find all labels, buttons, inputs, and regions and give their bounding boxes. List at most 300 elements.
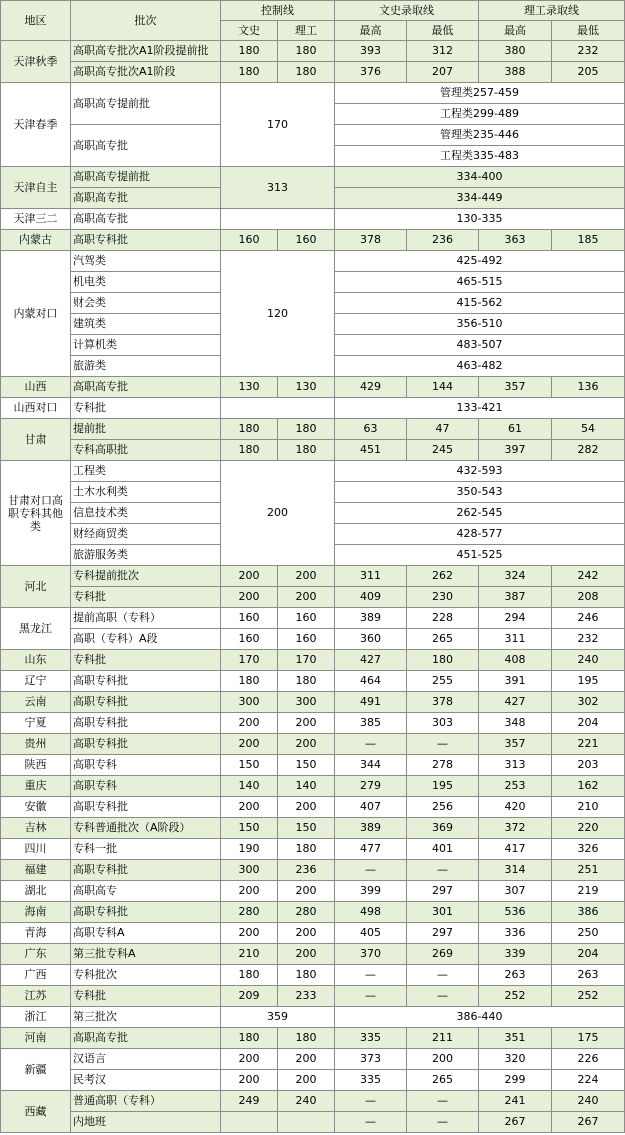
value-cell: 200: [278, 944, 335, 965]
value-cell: 200: [278, 923, 335, 944]
value-cell: 200: [221, 713, 278, 734]
value-cell: 370: [335, 944, 407, 965]
header-arts-line: 文史录取线: [335, 1, 479, 21]
value-cell: 220: [552, 818, 625, 839]
value-cell: 180: [221, 965, 278, 986]
value-cell: 326: [552, 839, 625, 860]
value-cell: 195: [552, 671, 625, 692]
value-cell: 339: [479, 944, 552, 965]
value-cell: 252: [479, 986, 552, 1007]
table-row: [1, 209, 625, 230]
value-cell: 180: [278, 839, 335, 860]
table-row: [1, 881, 625, 902]
batch-cell: 高职高专批: [71, 209, 221, 230]
batch-cell: 第三批次: [71, 1007, 221, 1028]
batch-cell: 高职高专批: [71, 125, 221, 167]
table-row: [1, 755, 625, 776]
value-cell: 387: [479, 587, 552, 608]
value-cell: 180: [221, 41, 278, 62]
region-cell: 浙江: [1, 1007, 71, 1028]
range-cell: 386-440: [335, 1007, 625, 1028]
batch-cell: 旅游类: [71, 356, 221, 377]
value-cell: 420: [479, 797, 552, 818]
value-cell: 307: [479, 881, 552, 902]
value-cell: 195: [407, 776, 479, 797]
batch-cell: 专科批: [71, 587, 221, 608]
table-row: [1, 923, 625, 944]
value-cell: 160: [221, 629, 278, 650]
value-cell: 314: [479, 860, 552, 881]
value-cell: 294: [479, 608, 552, 629]
value-cell: 144: [407, 377, 479, 398]
table-row: [1, 797, 625, 818]
batch-cell: 专科一批: [71, 839, 221, 860]
value-cell: 267: [479, 1112, 552, 1133]
value-cell: 221: [552, 734, 625, 755]
table-row: [1, 1049, 625, 1070]
region-cell: 山西对口: [1, 398, 71, 419]
value-cell: 150: [221, 818, 278, 839]
table-row: [1, 1007, 625, 1028]
table-row: [1, 860, 625, 881]
region-cell: 天津秋季: [1, 41, 71, 83]
range-cell: 130-335: [335, 209, 625, 230]
value-cell: 464: [335, 671, 407, 692]
value-cell: 429: [335, 377, 407, 398]
value-cell: 236: [278, 860, 335, 881]
value-cell: 200: [221, 587, 278, 608]
batch-cell: 专科高职批: [71, 440, 221, 461]
value-cell: 344: [335, 755, 407, 776]
value-cell: 417: [479, 839, 552, 860]
value-cell: 209: [221, 986, 278, 1007]
table-row: [1, 1091, 625, 1112]
value-cell: 180: [221, 62, 278, 83]
value-cell: 200: [278, 1070, 335, 1091]
value-cell: 241: [479, 1091, 552, 1112]
range-cell: 262-545: [335, 503, 625, 524]
batch-cell: 高职专科批: [71, 230, 221, 251]
value-cell: 351: [479, 1028, 552, 1049]
table-row: [1, 713, 625, 734]
region-cell: 云南: [1, 692, 71, 713]
table-row: [1, 818, 625, 839]
value-cell: 180: [221, 440, 278, 461]
value-cell: 226: [552, 1049, 625, 1070]
batch-cell: 专科批: [71, 650, 221, 671]
value-cell: 150: [278, 818, 335, 839]
value-cell: 200: [278, 1049, 335, 1070]
region-cell: 天津三二: [1, 209, 71, 230]
value-cell: 363: [479, 230, 552, 251]
table-row: [1, 734, 625, 755]
range-cell: 425-492: [335, 251, 625, 272]
value-cell: 372: [479, 818, 552, 839]
region-cell: 山西: [1, 377, 71, 398]
region-cell: 重庆: [1, 776, 71, 797]
value-cell: 200: [221, 1049, 278, 1070]
value-cell: 160: [278, 608, 335, 629]
batch-cell: 汽驾类: [71, 251, 221, 272]
value-cell: 389: [335, 608, 407, 629]
range-cell: 334-400: [335, 167, 625, 188]
value-cell: 405: [335, 923, 407, 944]
value-cell: 61: [479, 419, 552, 440]
value-cell: 180: [278, 965, 335, 986]
range-cell: 483-507: [335, 335, 625, 356]
region-cell: 辽宁: [1, 671, 71, 692]
value-cell: 279: [335, 776, 407, 797]
value-cell: 267: [552, 1112, 625, 1133]
region-cell: 内蒙古: [1, 230, 71, 251]
value-cell: 360: [335, 629, 407, 650]
region-cell: 新疆: [1, 1049, 71, 1091]
range-cell: 133-421: [335, 398, 625, 419]
value-cell: 240: [552, 1091, 625, 1112]
value-cell: 302: [552, 692, 625, 713]
value-cell: 282: [552, 440, 625, 461]
value-cell: 391: [479, 671, 552, 692]
region-cell: 吉林: [1, 818, 71, 839]
value-cell: 180: [407, 650, 479, 671]
batch-cell: 高职专科批: [71, 902, 221, 923]
value-cell: 204: [552, 713, 625, 734]
value-cell: 200: [407, 1049, 479, 1070]
batch-cell: 高职专科: [71, 755, 221, 776]
value-cell: 240: [552, 650, 625, 671]
table-row: [1, 62, 625, 83]
value-cell: [278, 1112, 335, 1133]
region-cell: 天津春季: [1, 83, 71, 167]
value-cell: 175: [552, 1028, 625, 1049]
value-cell: 378: [335, 230, 407, 251]
batch-cell: 汉语言: [71, 1049, 221, 1070]
value-cell: 242: [552, 566, 625, 587]
value-cell: 170: [278, 650, 335, 671]
value-cell: 300: [221, 692, 278, 713]
value-cell: —: [407, 986, 479, 1007]
value-cell: —: [335, 734, 407, 755]
batch-cell: 财会类: [71, 293, 221, 314]
value-cell: 63: [335, 419, 407, 440]
value-cell: 200: [278, 587, 335, 608]
value-cell: 249: [221, 1091, 278, 1112]
value-cell: 180: [221, 1028, 278, 1049]
range-cell: 451-525: [335, 545, 625, 566]
value-cell: 301: [407, 902, 479, 923]
value-cell: 160: [278, 629, 335, 650]
value-cell: 210: [552, 797, 625, 818]
value-cell: 180: [221, 671, 278, 692]
batch-cell: 提前高职（专科）: [71, 608, 221, 629]
table-row: [1, 251, 625, 272]
range-cell: 工程类335-483: [335, 146, 625, 167]
header-region: 地区: [1, 1, 71, 41]
region-cell: 西藏: [1, 1091, 71, 1133]
value-cell: 335: [335, 1070, 407, 1091]
range-cell: 管理类235-446: [335, 125, 625, 146]
value-cell: 324: [479, 566, 552, 587]
value-cell: 477: [335, 839, 407, 860]
value-cell: 180: [278, 41, 335, 62]
value-cell: 140: [278, 776, 335, 797]
range-cell: 管理类257-459: [335, 83, 625, 104]
value-cell: 263: [552, 965, 625, 986]
batch-cell: 专科批: [71, 986, 221, 1007]
value-cell: 451: [335, 440, 407, 461]
value-cell: 150: [221, 755, 278, 776]
region-cell: 甘肃对口高职专科其他类: [1, 461, 71, 566]
value-cell: 160: [221, 608, 278, 629]
value-cell: 265: [407, 1070, 479, 1091]
value-cell: 180: [278, 1028, 335, 1049]
control-line-cell: 313: [221, 167, 335, 209]
value-cell: 386: [552, 902, 625, 923]
header-arts-lowest: 最低: [407, 21, 479, 41]
value-cell: 230: [407, 587, 479, 608]
value-cell: 388: [479, 62, 552, 83]
header-control-line: 控制线: [221, 1, 335, 21]
range-cell: 工程类299-489: [335, 104, 625, 125]
batch-cell: 高职专科A: [71, 923, 221, 944]
value-cell: 47: [407, 419, 479, 440]
value-cell: 389: [335, 818, 407, 839]
range-cell: 465-515: [335, 272, 625, 293]
value-cell: 407: [335, 797, 407, 818]
range-cell: 334-449: [335, 188, 625, 209]
batch-cell: 提前批: [71, 419, 221, 440]
table-row: [1, 608, 625, 629]
value-cell: —: [335, 965, 407, 986]
region-cell: 天津自主: [1, 167, 71, 209]
value-cell: 245: [407, 440, 479, 461]
table-row: [1, 41, 625, 62]
value-cell: 320: [479, 1049, 552, 1070]
table-row: [1, 986, 625, 1007]
value-cell: 278: [407, 755, 479, 776]
header-arts-highest: 最高: [335, 21, 407, 41]
value-cell: 252: [552, 986, 625, 1007]
table-row: [1, 671, 625, 692]
table-row: [1, 944, 625, 965]
value-cell: 311: [479, 629, 552, 650]
batch-cell: 高职高专批次A1阶段: [71, 62, 221, 83]
value-cell: 255: [407, 671, 479, 692]
value-cell: 232: [552, 629, 625, 650]
batch-cell: 机电类: [71, 272, 221, 293]
region-cell: 贵州: [1, 734, 71, 755]
value-cell: 251: [552, 860, 625, 881]
batch-cell: 第三批专科A: [71, 944, 221, 965]
batch-cell: 旅游服务类: [71, 545, 221, 566]
value-cell: —: [407, 1091, 479, 1112]
control-line-cell: [221, 209, 335, 230]
table-row: [1, 461, 625, 482]
value-cell: 357: [479, 377, 552, 398]
value-cell: —: [335, 986, 407, 1007]
table-row: [1, 167, 625, 188]
batch-cell: 高职高专批: [71, 1028, 221, 1049]
header-wenshi: 文史: [221, 21, 278, 41]
region-cell: 江苏: [1, 986, 71, 1007]
value-cell: 228: [407, 608, 479, 629]
value-cell: 491: [335, 692, 407, 713]
value-cell: 297: [407, 923, 479, 944]
value-cell: 335: [335, 1028, 407, 1049]
table-row: [1, 83, 625, 104]
value-cell: 397: [479, 440, 552, 461]
value-cell: 269: [407, 944, 479, 965]
value-cell: 373: [335, 1049, 407, 1070]
value-cell: 200: [278, 713, 335, 734]
value-cell: 300: [278, 692, 335, 713]
table-row: [1, 230, 625, 251]
table-row: [1, 629, 625, 650]
value-cell: 232: [552, 41, 625, 62]
value-cell: 369: [407, 818, 479, 839]
value-cell: 299: [479, 1070, 552, 1091]
batch-cell: 高职专科: [71, 776, 221, 797]
value-cell: 200: [221, 566, 278, 587]
value-cell: 200: [221, 1070, 278, 1091]
batch-cell: 财经商贸类: [71, 524, 221, 545]
value-cell: 312: [407, 41, 479, 62]
value-cell: 200: [221, 797, 278, 818]
region-cell: 青海: [1, 923, 71, 944]
control-line-cell: 359: [221, 1007, 335, 1028]
region-cell: 福建: [1, 860, 71, 881]
batch-cell: 计算机类: [71, 335, 221, 356]
value-cell: 385: [335, 713, 407, 734]
region-cell: 河北: [1, 566, 71, 608]
table-row: [1, 398, 625, 419]
batch-cell: 高职专科批: [71, 734, 221, 755]
table-row: [1, 587, 625, 608]
value-cell: 380: [479, 41, 552, 62]
table-row: [1, 965, 625, 986]
value-cell: 160: [221, 230, 278, 251]
value-cell: 336: [479, 923, 552, 944]
region-cell: 四川: [1, 839, 71, 860]
value-cell: 180: [278, 419, 335, 440]
value-cell: 348: [479, 713, 552, 734]
region-cell: 宁夏: [1, 713, 71, 734]
value-cell: 190: [221, 839, 278, 860]
value-cell: 303: [407, 713, 479, 734]
value-cell: 256: [407, 797, 479, 818]
header-ligong: 理工: [278, 21, 335, 41]
value-cell: 180: [221, 419, 278, 440]
value-cell: 246: [552, 608, 625, 629]
region-cell: 内蒙对口: [1, 251, 71, 377]
table-row: [1, 692, 625, 713]
region-cell: 湖北: [1, 881, 71, 902]
table-row: [1, 650, 625, 671]
batch-cell: 工程类: [71, 461, 221, 482]
value-cell: 297: [407, 881, 479, 902]
value-cell: 185: [552, 230, 625, 251]
value-cell: 263: [479, 965, 552, 986]
value-cell: 224: [552, 1070, 625, 1091]
batch-cell: 高职高专批次A1阶段提前批: [71, 41, 221, 62]
value-cell: 203: [552, 755, 625, 776]
table-row: [1, 902, 625, 923]
control-line-cell: 170: [221, 83, 335, 167]
value-cell: —: [335, 860, 407, 881]
batch-cell: 高职专科批: [71, 797, 221, 818]
value-cell: 130: [278, 377, 335, 398]
region-cell: 甘肃: [1, 419, 71, 461]
value-cell: 300: [221, 860, 278, 881]
batch-cell: 高职高专批: [71, 377, 221, 398]
value-cell: —: [407, 965, 479, 986]
value-cell: 409: [335, 587, 407, 608]
table-row: [1, 566, 625, 587]
value-cell: 200: [221, 923, 278, 944]
header-sci-lowest: 最低: [552, 21, 625, 41]
value-cell: 427: [335, 650, 407, 671]
value-cell: 200: [221, 734, 278, 755]
batch-cell: 专科普通批次（A阶段）: [71, 818, 221, 839]
batch-cell: 土木水利类: [71, 482, 221, 503]
value-cell: —: [407, 1112, 479, 1133]
value-cell: 204: [552, 944, 625, 965]
region-cell: 海南: [1, 902, 71, 923]
table-row: [1, 839, 625, 860]
batch-cell: 专科批次: [71, 965, 221, 986]
value-cell: 211: [407, 1028, 479, 1049]
region-cell: 安徽: [1, 797, 71, 818]
value-cell: 180: [278, 671, 335, 692]
value-cell: 140: [221, 776, 278, 797]
value-cell: 427: [479, 692, 552, 713]
value-cell: [221, 1112, 278, 1133]
range-cell: 350-543: [335, 482, 625, 503]
region-cell: 广西: [1, 965, 71, 986]
value-cell: 498: [335, 902, 407, 923]
value-cell: —: [407, 860, 479, 881]
region-cell: 陕西: [1, 755, 71, 776]
value-cell: 130: [221, 377, 278, 398]
value-cell: 219: [552, 881, 625, 902]
table-row: [1, 419, 625, 440]
value-cell: 200: [278, 734, 335, 755]
control-line-cell: 200: [221, 461, 335, 566]
batch-cell: 普通高职（专科）: [71, 1091, 221, 1112]
header-sci-highest: 最高: [479, 21, 552, 41]
range-cell: 432-593: [335, 461, 625, 482]
value-cell: 408: [479, 650, 552, 671]
value-cell: 162: [552, 776, 625, 797]
batch-cell: 专科批: [71, 398, 221, 419]
batch-cell: 内地班: [71, 1112, 221, 1133]
value-cell: 378: [407, 692, 479, 713]
region-cell: 黑龙江: [1, 608, 71, 650]
batch-cell: 高职高专批: [71, 188, 221, 209]
table-row: [1, 440, 625, 461]
header-batch: 批次: [71, 1, 221, 41]
value-cell: —: [335, 1091, 407, 1112]
value-cell: 376: [335, 62, 407, 83]
range-cell: 428-577: [335, 524, 625, 545]
value-cell: 200: [278, 566, 335, 587]
value-cell: 536: [479, 902, 552, 923]
value-cell: 253: [479, 776, 552, 797]
value-cell: 160: [278, 230, 335, 251]
value-cell: 262: [407, 566, 479, 587]
value-cell: 240: [278, 1091, 335, 1112]
value-cell: 136: [552, 377, 625, 398]
